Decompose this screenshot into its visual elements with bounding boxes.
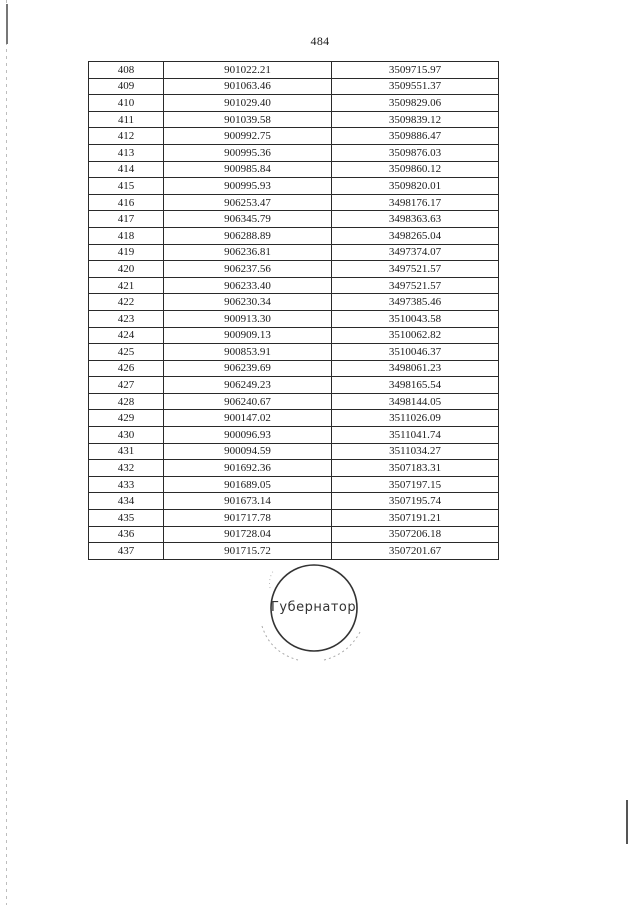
table-row	[89, 194, 499, 211]
y-coordinate-cell: 3510062.82	[332, 327, 499, 344]
stamp-text: Губернатор	[271, 600, 357, 615]
table-row	[89, 410, 499, 427]
y-coordinate-cell: 3509886.47	[332, 128, 499, 145]
y-coordinate-cell: 3497521.57	[332, 261, 499, 278]
table-row	[89, 261, 499, 278]
y-coordinate-cell: 3509829.06	[332, 95, 499, 112]
y-coordinate-cell: 3507201.67	[332, 543, 499, 560]
x-coordinate-cell: 901717.78	[164, 510, 332, 527]
x-coordinate-cell: 901689.05	[164, 476, 332, 493]
point-number-cell: 413	[89, 144, 164, 161]
point-number-cell: 433	[89, 476, 164, 493]
table-row	[89, 526, 499, 543]
point-number-cell: 414	[89, 161, 164, 178]
table-row	[89, 95, 499, 112]
point-number-cell: 423	[89, 310, 164, 327]
point-number-cell: 434	[89, 493, 164, 510]
table-row	[89, 310, 499, 327]
y-coordinate-cell: 3509820.01	[332, 178, 499, 195]
x-coordinate-cell: 901715.72	[164, 543, 332, 560]
point-number-cell: 411	[89, 111, 164, 128]
x-coordinate-cell: 900913.30	[164, 310, 332, 327]
table-row	[89, 476, 499, 493]
x-coordinate-cell: 900995.93	[164, 178, 332, 195]
x-coordinate-cell: 906236.81	[164, 244, 332, 261]
x-coordinate-cell: 906345.79	[164, 211, 332, 228]
table-row	[89, 178, 499, 195]
y-coordinate-cell: 3497385.46	[332, 294, 499, 311]
table-row	[89, 244, 499, 261]
coordinates-table	[88, 61, 499, 560]
table-row	[89, 128, 499, 145]
x-coordinate-cell: 900992.75	[164, 128, 332, 145]
point-number-cell: 416	[89, 194, 164, 211]
x-coordinate-cell: 900147.02	[164, 410, 332, 427]
point-number-cell: 417	[89, 211, 164, 228]
y-coordinate-cell: 3497521.57	[332, 277, 499, 294]
x-coordinate-cell: 900909.13	[164, 327, 332, 344]
table-row	[89, 111, 499, 128]
x-coordinate-cell: 906288.89	[164, 227, 332, 244]
x-coordinate-cell: 900853.91	[164, 344, 332, 361]
y-coordinate-cell: 3509839.12	[332, 111, 499, 128]
x-coordinate-cell: 906253.47	[164, 194, 332, 211]
y-coordinate-cell: 3507197.15	[332, 476, 499, 493]
x-coordinate-cell: 900096.93	[164, 427, 332, 444]
y-coordinate-cell: 3507183.31	[332, 460, 499, 477]
y-coordinate-cell: 3511026.09	[332, 410, 499, 427]
point-number-cell: 428	[89, 393, 164, 410]
y-coordinate-cell: 3498144.05	[332, 393, 499, 410]
point-number-cell: 419	[89, 244, 164, 261]
table-row	[89, 460, 499, 477]
table-row	[89, 211, 499, 228]
table-row	[89, 427, 499, 444]
y-coordinate-cell: 3511041.74	[332, 427, 499, 444]
y-coordinate-cell: 3498363.63	[332, 211, 499, 228]
y-coordinate-cell: 3511034.27	[332, 443, 499, 460]
point-number-cell: 429	[89, 410, 164, 427]
page-number: 484	[310, 34, 330, 48]
point-number-cell: 426	[89, 360, 164, 377]
x-coordinate-cell: 901063.46	[164, 78, 332, 95]
table-row	[89, 62, 499, 79]
point-number-cell: 427	[89, 377, 164, 394]
y-coordinate-cell: 3498061.23	[332, 360, 499, 377]
y-coordinate-cell: 3509876.03	[332, 144, 499, 161]
x-coordinate-cell: 900995.36	[164, 144, 332, 161]
y-coordinate-cell: 3498165.54	[332, 377, 499, 394]
point-number-cell: 410	[89, 95, 164, 112]
y-coordinate-cell: 3498176.17	[332, 194, 499, 211]
point-number-cell: 430	[89, 427, 164, 444]
x-coordinate-cell: 901673.14	[164, 493, 332, 510]
point-number-cell: 436	[89, 526, 164, 543]
point-number-cell: 409	[89, 78, 164, 95]
table-row	[89, 344, 499, 361]
x-coordinate-cell: 906230.34	[164, 294, 332, 311]
point-number-cell: 412	[89, 128, 164, 145]
page-edge-line	[6, 0, 7, 905]
x-coordinate-cell: 906233.40	[164, 277, 332, 294]
x-coordinate-cell: 901029.40	[164, 95, 332, 112]
table-row	[89, 360, 499, 377]
x-coordinate-cell: 906249.23	[164, 377, 332, 394]
x-coordinate-cell: 901728.04	[164, 526, 332, 543]
y-coordinate-cell: 3497374.07	[332, 244, 499, 261]
point-number-cell: 431	[89, 443, 164, 460]
table-row	[89, 277, 499, 294]
table-row	[89, 443, 499, 460]
y-coordinate-cell: 3509715.97	[332, 62, 499, 79]
table-row	[89, 227, 499, 244]
point-number-cell: 437	[89, 543, 164, 560]
point-number-cell: 435	[89, 510, 164, 527]
point-number-cell: 421	[89, 277, 164, 294]
point-number-cell: 408	[89, 62, 164, 79]
x-coordinate-cell: 900985.84	[164, 161, 332, 178]
x-coordinate-cell: 901692.36	[164, 460, 332, 477]
point-number-cell: 420	[89, 261, 164, 278]
point-number-cell: 415	[89, 178, 164, 195]
y-coordinate-cell: 3507191.21	[332, 510, 499, 527]
table-row	[89, 377, 499, 394]
y-coordinate-cell: 3507206.18	[332, 526, 499, 543]
x-coordinate-cell: 901039.58	[164, 111, 332, 128]
x-coordinate-cell: 906240.67	[164, 393, 332, 410]
table-row	[89, 493, 499, 510]
x-coordinate-cell: 906237.56	[164, 261, 332, 278]
point-number-cell: 425	[89, 344, 164, 361]
x-coordinate-cell: 901022.21	[164, 62, 332, 79]
table-row	[89, 161, 499, 178]
margin-mark	[626, 800, 628, 844]
table-row	[89, 327, 499, 344]
y-coordinate-cell: 3509551.37	[332, 78, 499, 95]
y-coordinate-cell: 3510046.37	[332, 344, 499, 361]
table-row	[89, 294, 499, 311]
table-row	[89, 78, 499, 95]
coordinates-table-body	[89, 62, 499, 560]
y-coordinate-cell: 3510043.58	[332, 310, 499, 327]
y-coordinate-cell: 3498265.04	[332, 227, 499, 244]
point-number-cell: 422	[89, 294, 164, 311]
y-coordinate-cell: 3509860.12	[332, 161, 499, 178]
x-coordinate-cell: 900094.59	[164, 443, 332, 460]
table-row	[89, 144, 499, 161]
y-coordinate-cell: 3507195.74	[332, 493, 499, 510]
x-coordinate-cell: 906239.69	[164, 360, 332, 377]
point-number-cell: 418	[89, 227, 164, 244]
table-row	[89, 393, 499, 410]
point-number-cell: 424	[89, 327, 164, 344]
table-row	[89, 510, 499, 527]
point-number-cell: 432	[89, 460, 164, 477]
